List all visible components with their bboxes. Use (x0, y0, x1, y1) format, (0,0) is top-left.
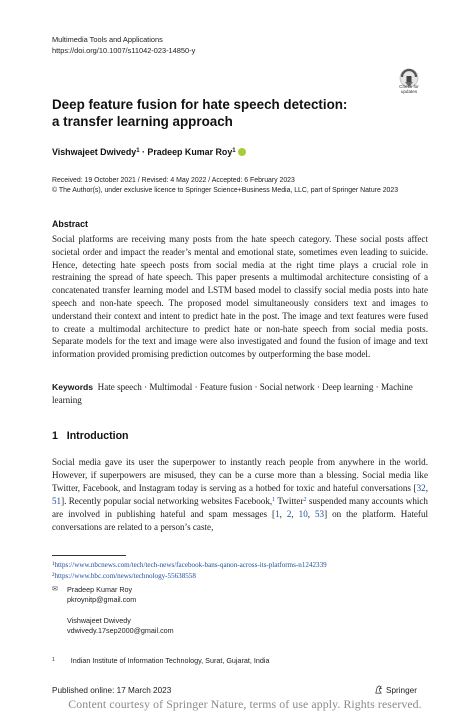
springer-horse-icon (374, 685, 383, 694)
author-name[interactable]: Pradeep Kumar Roy (147, 147, 233, 157)
check-for-updates-label[interactable]: Check for updates (399, 84, 419, 95)
contact-email[interactable]: pkroynitp@gmail.com (67, 595, 137, 605)
orcid-icon[interactable] (238, 148, 246, 156)
abstract-heading: Abstract (52, 219, 89, 229)
envelope-icon: ✉ (52, 586, 58, 593)
published-date: Published online: 17 March 2023 (52, 686, 172, 695)
citation-link[interactable]: 53 (315, 508, 325, 519)
footnote-2: $^2$https://www.bbc.com/news/technology-55638558 (52, 572, 196, 580)
affiliation-text: Indian Institute of Information Technology, Surat, Gujarat, India (70, 656, 270, 665)
citation-link[interactable]: 2 (286, 508, 292, 519)
affiliation-marker: 1 (52, 657, 55, 663)
keywords (52, 381, 432, 407)
section-number: 1 (52, 430, 58, 442)
footnote-1: $^1$https://www.nbcnews.com/tech/tech-news/facebook-bans-qanon-across-its-platforms-n1242339 (52, 561, 327, 569)
footnote-link[interactable]: https://www.bbc.com/news/technology-55638558 (54, 572, 196, 580)
publisher-name: Springer (386, 686, 417, 695)
contact-name: Vishwajeet Dwivedy (67, 615, 131, 625)
abstract-text: Social platforms are receiving many posts from the hate speech category. These social posts affect societal order and impact the reader’s mental and emotional state, sometimes even leading to suicide. Hence, detecting hate speech posts from social media at the right time plays a crucial role in restraining the spread of hate speech. This paper presents a multimodal architecture consisting of a concatenated transfer learning model and LSTM based model to classify social media posts into hate speech and non-hate speech. The proposed model simultaneously considers text and images to understand their context and intent to predict hate in the post. The image and text features were fused to create a multimodal architecture to predict hate or non-hate speech from social media posts. Separate models for the text and image were also investigated and found the fusion of image and text information provided promising prediction outcomes by outperforming the base model. (52, 234, 428, 360)
watermark: Content courtesy of Springer Nature, terms of use apply. Rights reserved. (68, 697, 422, 711)
footnote-link[interactable]: https://www.nbcnews.com/tech/tech-news/facebook-bans-qanon-across-its-platforms-n1242339 (54, 561, 327, 569)
article-history (52, 176, 398, 196)
journal-header (52, 34, 195, 56)
author-name[interactable]: Vishwajeet Dwivedy (52, 147, 137, 157)
intro-paragraph: Social media gave its user the superpower to instantly reach people from anywhere in the world. However, if superpowers are misused, they can be a curse more than a blessing. Social media like Twitter, Facebook, and Instagram today is serving as a hotbed for toxic and hateful conversations [32, 51]. Recently popular social networking websites Facebook,$^1$ Twitter$^2$ suspended many accounts which are involved in publishing hateful and spam messages [1, 2, 10, 53] on the platform. Hateful conversations are related to a person’s caste, (52, 457, 429, 532)
contact-email[interactable]: vdwivedy.17sep2000@gmail.com (67, 625, 174, 635)
author-list (52, 147, 246, 157)
affiliation (52, 656, 269, 665)
section-title: Introduction (66, 430, 129, 442)
journal-name: Multimedia Tools and Applications (52, 35, 163, 44)
dates-line: Received: 19 October 2021 / Revised: 4 May 2022 / Accepted: 6 February 2023 (52, 177, 295, 184)
section-heading (52, 430, 129, 442)
doi-link[interactable]: https://doi.org/10.1007/s11042-023-14850-y (52, 46, 196, 55)
copyright-line: © The Author(s), under exclusive licence to Springer Science+Business Media, LLC, part of Springer Nature 2023 (52, 187, 399, 194)
citation-link[interactable]: 32 (416, 482, 426, 493)
citation-link[interactable]: 1 (275, 508, 280, 519)
footnote-ref[interactable]: 2 (303, 496, 307, 503)
affiliation-marker: 1 (136, 148, 140, 154)
correspondence-block (52, 585, 174, 636)
footnote-divider (52, 555, 126, 556)
paper-title: Deep feature fusion for hate speech detection: a transfer learning approach (52, 97, 348, 129)
citation-link[interactable]: 51 (52, 495, 62, 506)
keywords-label: Keywords (52, 382, 94, 392)
contact-name: Pradeep Kumar Roy (67, 585, 133, 594)
affiliation-marker: 1 (232, 148, 236, 154)
keywords-list: Hate speech · Multimodal · Feature fusion · Social network · Deep learning · Machine learning (52, 382, 413, 405)
footnote-ref[interactable]: 1 (272, 496, 276, 503)
citation-link[interactable]: 10 (298, 508, 308, 519)
author-separator: · (139, 147, 148, 157)
publisher-logo (374, 685, 417, 695)
